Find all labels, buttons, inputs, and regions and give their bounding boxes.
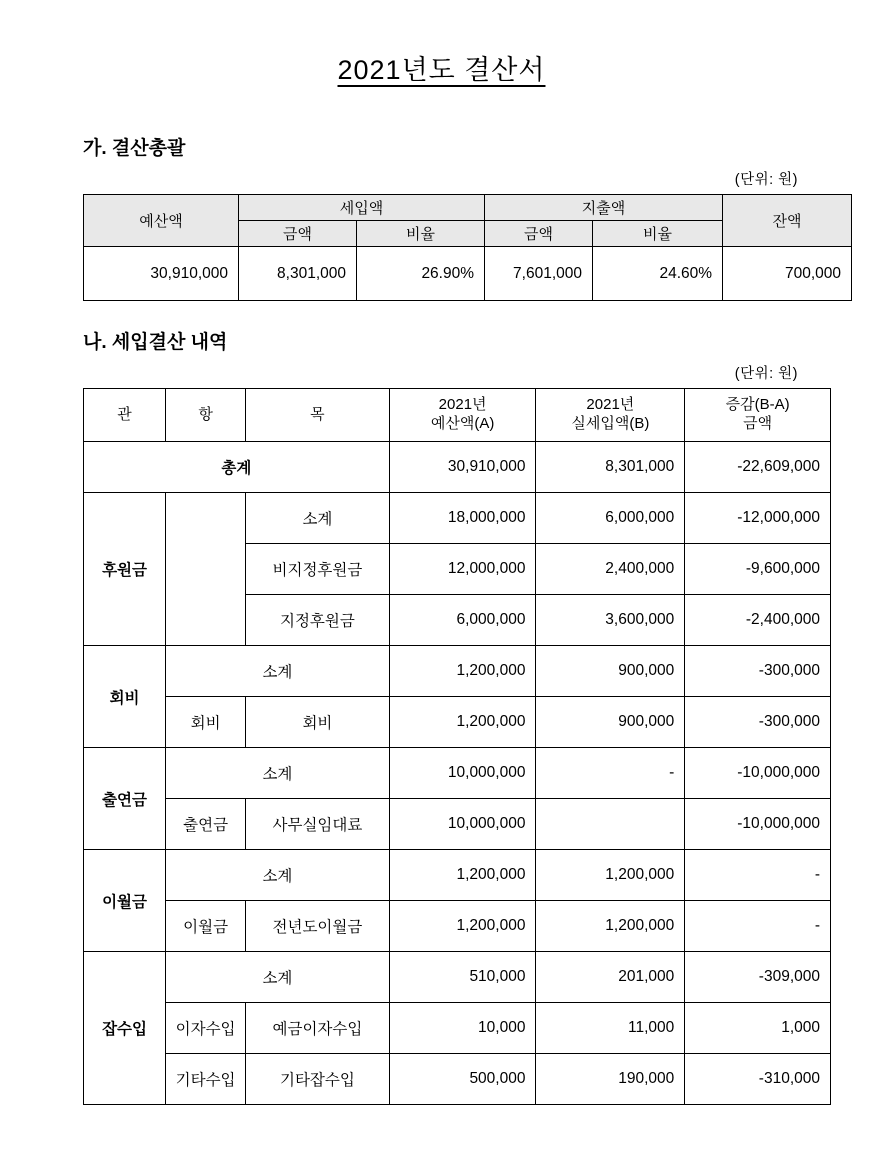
table-row (84, 748, 831, 799)
detail-gwan-cell: 이월금 (84, 850, 166, 952)
detail-budget-cell: 500,000 (389, 1054, 536, 1105)
detail-diff-cell: - (685, 850, 831, 901)
detail-budget-cell: 18,000,000 (389, 493, 536, 544)
detail-mok-cell: 전년도이월금 (246, 901, 390, 952)
detail-diff-cell: -309,000 (685, 952, 831, 1003)
detail-diff-cell: -310,000 (685, 1054, 831, 1105)
detail-header-actual-line1: 2021년 (586, 396, 635, 414)
section-a-heading: 가. 결산총괄 (83, 138, 186, 159)
summary-budget-value: 30,910,000 (84, 247, 239, 301)
section-a-unit: (단위: 원) (734, 172, 798, 188)
detail-budget-cell: 1,200,000 (389, 697, 536, 748)
detail-header-diff (685, 389, 831, 442)
detail-budget-cell: 1,200,000 (389, 901, 536, 952)
detail-header-hang: 항 (166, 389, 246, 442)
detail-diff-cell: -300,000 (685, 646, 831, 697)
detail-gwan-cell: 출연금 (84, 748, 166, 850)
summary-header-expenditure: 지출액 (485, 195, 723, 221)
summary-expenditure-ratio-value: 24.60% (593, 247, 723, 301)
detail-diff-cell: 1,000 (685, 1003, 831, 1054)
detail-header-budget-line1: 2021년 (438, 396, 487, 414)
detail-hang-blank-cell (166, 493, 246, 646)
summary-header-expenditure-ratio: 비율 (593, 221, 723, 247)
detail-header-diff-line1: 증감(B-A) (725, 396, 790, 414)
summary-header-row-1 (84, 195, 852, 221)
detail-actual-cell: 1,200,000 (536, 850, 685, 901)
detail-actual-cell: 900,000 (536, 697, 685, 748)
detail-budget-cell: 10,000,000 (389, 799, 536, 850)
detail-budget-cell: 12,000,000 (389, 544, 536, 595)
table-row (84, 1054, 831, 1105)
summary-revenue-amount-value: 8,301,000 (239, 247, 357, 301)
detail-hang-cell: 회비 (166, 697, 246, 748)
detail-total-diff: -22,609,000 (685, 442, 831, 493)
summary-header-revenue: 세입액 (239, 195, 485, 221)
detail-total-label: 총계 (84, 442, 390, 493)
detail-hang-cell: 출연금 (166, 799, 246, 850)
revenue-detail-table (83, 388, 831, 1105)
detail-diff-cell: -12,000,000 (685, 493, 831, 544)
detail-diff-cell: -300,000 (685, 697, 831, 748)
detail-mok-cell: 회비 (246, 697, 390, 748)
detail-actual-cell: 201,000 (536, 952, 685, 1003)
summary-expenditure-amount-value: 7,601,000 (485, 247, 593, 301)
detail-header-gwan: 관 (84, 389, 166, 442)
detail-mok-cell: 비지정후원금 (246, 544, 390, 595)
detail-mok-cell: 기타잡수입 (246, 1054, 390, 1105)
section-b-heading: 나. 세입결산 내역 (83, 332, 228, 353)
summary-balance-value: 700,000 (723, 247, 852, 301)
summary-table (83, 194, 852, 301)
detail-actual-cell: 11,000 (536, 1003, 685, 1054)
detail-actual-cell (536, 799, 685, 850)
detail-hang-cell: 이월금 (166, 901, 246, 952)
detail-mok-cell: 지정후원금 (246, 595, 390, 646)
detail-actual-cell: 6,000,000 (536, 493, 685, 544)
detail-mok-cell: 소계 (246, 493, 390, 544)
detail-gwan-cell: 회비 (84, 646, 166, 748)
table-row (84, 442, 831, 493)
detail-header-row (84, 389, 831, 442)
detail-budget-cell: 10,000 (389, 1003, 536, 1054)
detail-diff-cell: -10,000,000 (685, 748, 831, 799)
table-row (84, 952, 831, 1003)
detail-diff-cell: -9,600,000 (685, 544, 831, 595)
table-row (84, 850, 831, 901)
page-title: 2021년도 결산서 (337, 55, 546, 85)
detail-header-actual-line2: 실세입액(B) (571, 415, 650, 432)
table-row (84, 1003, 831, 1054)
detail-diff-cell: - (685, 901, 831, 952)
detail-header-diff-line2: 금액 (743, 415, 773, 432)
detail-total-actual: 8,301,000 (536, 442, 685, 493)
detail-budget-cell: 6,000,000 (389, 595, 536, 646)
summary-revenue-ratio-value: 26.90% (357, 247, 485, 301)
summary-header-balance: 잔액 (723, 195, 852, 247)
section-b-unit: (단위: 원) (734, 366, 798, 382)
detail-gwan-cell: 후원금 (84, 493, 166, 646)
detail-hang-cell: 이자수입 (166, 1003, 246, 1054)
detail-mok-cell: 사무실임대료 (246, 799, 390, 850)
detail-total-budget: 30,910,000 (389, 442, 536, 493)
detail-budget-cell: 10,000,000 (389, 748, 536, 799)
detail-diff-cell: -10,000,000 (685, 799, 831, 850)
detail-actual-cell: 190,000 (536, 1054, 685, 1105)
detail-actual-cell: - (536, 748, 685, 799)
detail-actual-cell: 2,400,000 (536, 544, 685, 595)
detail-budget-cell: 1,200,000 (389, 646, 536, 697)
detail-header-budget-line2: 예산액(A) (430, 415, 495, 432)
detail-actual-cell: 900,000 (536, 646, 685, 697)
detail-mok-cell: 소계 (166, 952, 390, 1003)
detail-actual-cell: 1,200,000 (536, 901, 685, 952)
summary-value-row (84, 247, 852, 301)
summary-header-expenditure-amount: 금액 (485, 221, 593, 247)
detail-hang-cell: 기타수입 (166, 1054, 246, 1105)
table-row (84, 901, 831, 952)
detail-mok-cell: 소계 (166, 748, 390, 799)
detail-actual-cell: 3,600,000 (536, 595, 685, 646)
summary-header-revenue-amount: 금액 (239, 221, 357, 247)
detail-mok-cell: 예금이자수입 (246, 1003, 390, 1054)
detail-table-body (84, 442, 831, 1105)
detail-mok-cell: 소계 (166, 850, 390, 901)
detail-mok-cell: 소계 (166, 646, 390, 697)
detail-header-budget (389, 389, 536, 442)
table-row (84, 493, 831, 544)
table-row (84, 646, 831, 697)
detail-diff-cell: -2,400,000 (685, 595, 831, 646)
summary-header-revenue-ratio: 비율 (357, 221, 485, 247)
detail-header-actual (536, 389, 685, 442)
table-row (84, 697, 831, 748)
table-row (84, 799, 831, 850)
detail-header-mok: 목 (246, 389, 390, 442)
summary-header-budget: 예산액 (84, 195, 239, 247)
detail-budget-cell: 1,200,000 (389, 850, 536, 901)
detail-gwan-cell: 잡수입 (84, 952, 166, 1105)
detail-budget-cell: 510,000 (389, 952, 536, 1003)
